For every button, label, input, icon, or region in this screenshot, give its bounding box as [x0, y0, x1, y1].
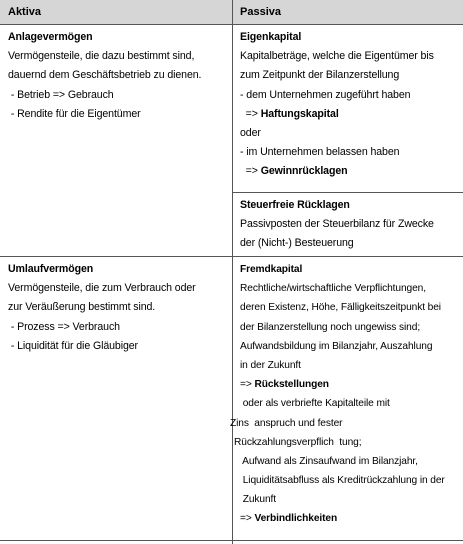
- cell-line: [240, 105, 434, 124]
- cell-line: [240, 162, 434, 181]
- cell-title: Steuerfreie Rücklagen: [240, 199, 350, 211]
- cell-line: - Betrieb => Gebrauch: [8, 88, 114, 101]
- cell-line: Kapitalbeträge, welche die Eigentümer bis: [240, 50, 434, 63]
- cell-line: dauernd dem Geschäftsbetrieb zu dienen.: [8, 69, 202, 82]
- cell-line: in der Zukunft: [240, 359, 301, 371]
- arrow-text: =>: [240, 379, 255, 391]
- cell-line: deren Existenz, Höhe, Fälligkeitszeitpunkt bei: [240, 302, 441, 314]
- term-verbindlichkeiten: Verbindlichkeiten: [254, 513, 338, 525]
- cell-line: zum Zeitpunkt der Bilanzerstellung: [240, 69, 400, 82]
- cell-umlaufvermoegen: [8, 260, 196, 356]
- arrow-text: =>: [240, 107, 261, 120]
- cell-line: - im Unternehmen belassen haben: [240, 146, 400, 159]
- row-divider: [0, 24, 463, 25]
- row-divider: [0, 256, 463, 257]
- cell-line: oder als verbriefte Kapitalteile mit: [240, 398, 390, 410]
- cell-line: - Prozess => Verbrauch: [8, 320, 120, 333]
- term-gewinnruecklagen: Gewinnrücklagen: [260, 165, 348, 178]
- header-passiva: Passiva: [240, 6, 281, 18]
- cell-title: Anlagevermögen: [8, 31, 93, 43]
- cell-line: [240, 509, 445, 528]
- cell-line: Zukunft: [240, 494, 277, 506]
- header-aktiva: Aktiva: [8, 6, 42, 18]
- cell-line: [240, 375, 445, 394]
- row-divider: [0, 540, 463, 541]
- arrow-text: =>: [240, 165, 261, 178]
- cell-anlagevermoegen: [8, 28, 201, 124]
- cell-title: Fremdkapital: [240, 264, 303, 275]
- cell-line: Aufwandsbildung im Bilanzjahr, Auszahlung: [240, 340, 433, 352]
- cell-line: Liquiditätsabfluss als Kreditrückzahlung in der: [240, 475, 445, 487]
- cell-title: Eigenkapital: [240, 31, 302, 43]
- cell-eigenkapital: [240, 28, 434, 182]
- cell-line: Passivposten der Steuerbilanz für Zwecke: [240, 218, 434, 231]
- cell-title: Umlaufvermögen: [8, 263, 94, 275]
- cell-line: Vermögensteile, die zum Verbrauch oder: [8, 282, 196, 295]
- cell-line: zur Veräußerung bestimmt sind.: [8, 301, 156, 314]
- term-rueckstellungen: Rückstellungen: [254, 379, 329, 391]
- arrow-text: =>: [240, 513, 255, 525]
- cell-line: - dem Unternehmen zugeführt haben: [240, 88, 411, 101]
- cell-line: - Liquidität für die Gläubiger: [8, 339, 138, 352]
- column-divider: [232, 0, 233, 544]
- row-divider: [232, 192, 463, 193]
- cell-steuerfreie-ruecklagen: [240, 196, 434, 254]
- cell-line: Aufwand als Zinsaufwand im Bilanzjahr,: [240, 455, 418, 467]
- cell-line: - Rendite für die Eigentümer: [8, 107, 141, 120]
- cell-line: der (Nicht-) Besteuerung: [240, 237, 354, 250]
- cell-line: Rückzahlungsverpflich tung;: [234, 436, 362, 448]
- cell-line: Zins anspruch und fester: [230, 417, 343, 429]
- cell-fremdkapital: [230, 260, 445, 529]
- cell-line: der Bilanzerstellung noch ungewiss sind;: [240, 321, 421, 333]
- cell-line: Vermögensteile, die dazu bestimmt sind,: [8, 50, 195, 63]
- cell-line: oder: [240, 126, 261, 139]
- cell-line: Rechtliche/wirtschaftliche Verpflichtungen,: [240, 283, 426, 295]
- term-haftungskapital: Haftungskapital: [260, 107, 339, 120]
